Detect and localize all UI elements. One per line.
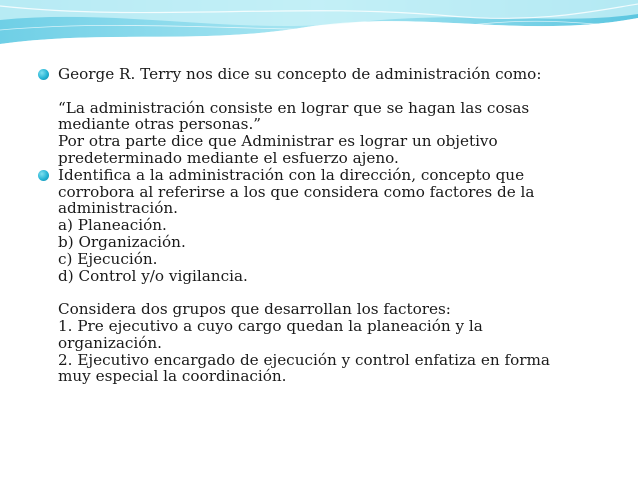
spacer [58, 83, 618, 100]
bullet-icon [38, 170, 49, 181]
factor-item: b) Organización. [58, 232, 186, 251]
quote-line: “La administración consiste en lograr que se hagan las cosas [58, 98, 530, 117]
bullet-factors [38, 167, 618, 385]
group-item: 2. Ejecutivo encargado de ejecución y control enfatiza en forma [58, 350, 550, 369]
bullet-icon [38, 69, 49, 80]
text-line: Identifica a la administración con la dirección, concepto que [58, 165, 525, 184]
text-line: Por otra parte dice que Administrar es lograr un objetivo [58, 132, 498, 151]
quote-line: mediante otras personas.” [58, 115, 262, 134]
group-item: 1. Pre ejecutivo a cuyo cargo quedan la planeación y la [58, 316, 483, 335]
slide-content [38, 66, 618, 385]
spacer [58, 284, 618, 301]
text-line: corrobora al referirse a los que considera como factores de la [58, 182, 535, 201]
group-item: organización. [58, 333, 162, 352]
group-item: muy especial la coordinación. [58, 367, 287, 386]
header-wave-decoration [0, 0, 638, 70]
text-line: administración. [58, 199, 179, 218]
bullet-terry-concept [38, 66, 618, 167]
text-line: Considera dos grupos que desarrollan los factores: [58, 300, 451, 319]
text-line: predeterminado mediante el esfuerzo ajeno. [58, 148, 399, 167]
factor-item: d) Control y/o vigilancia. [58, 266, 248, 285]
factor-item: c) Ejecución. [58, 249, 158, 268]
bullet-title: George R. Terry nos dice su concepto de administración como: [58, 65, 542, 83]
factor-item: a) Planeación. [58, 216, 167, 235]
